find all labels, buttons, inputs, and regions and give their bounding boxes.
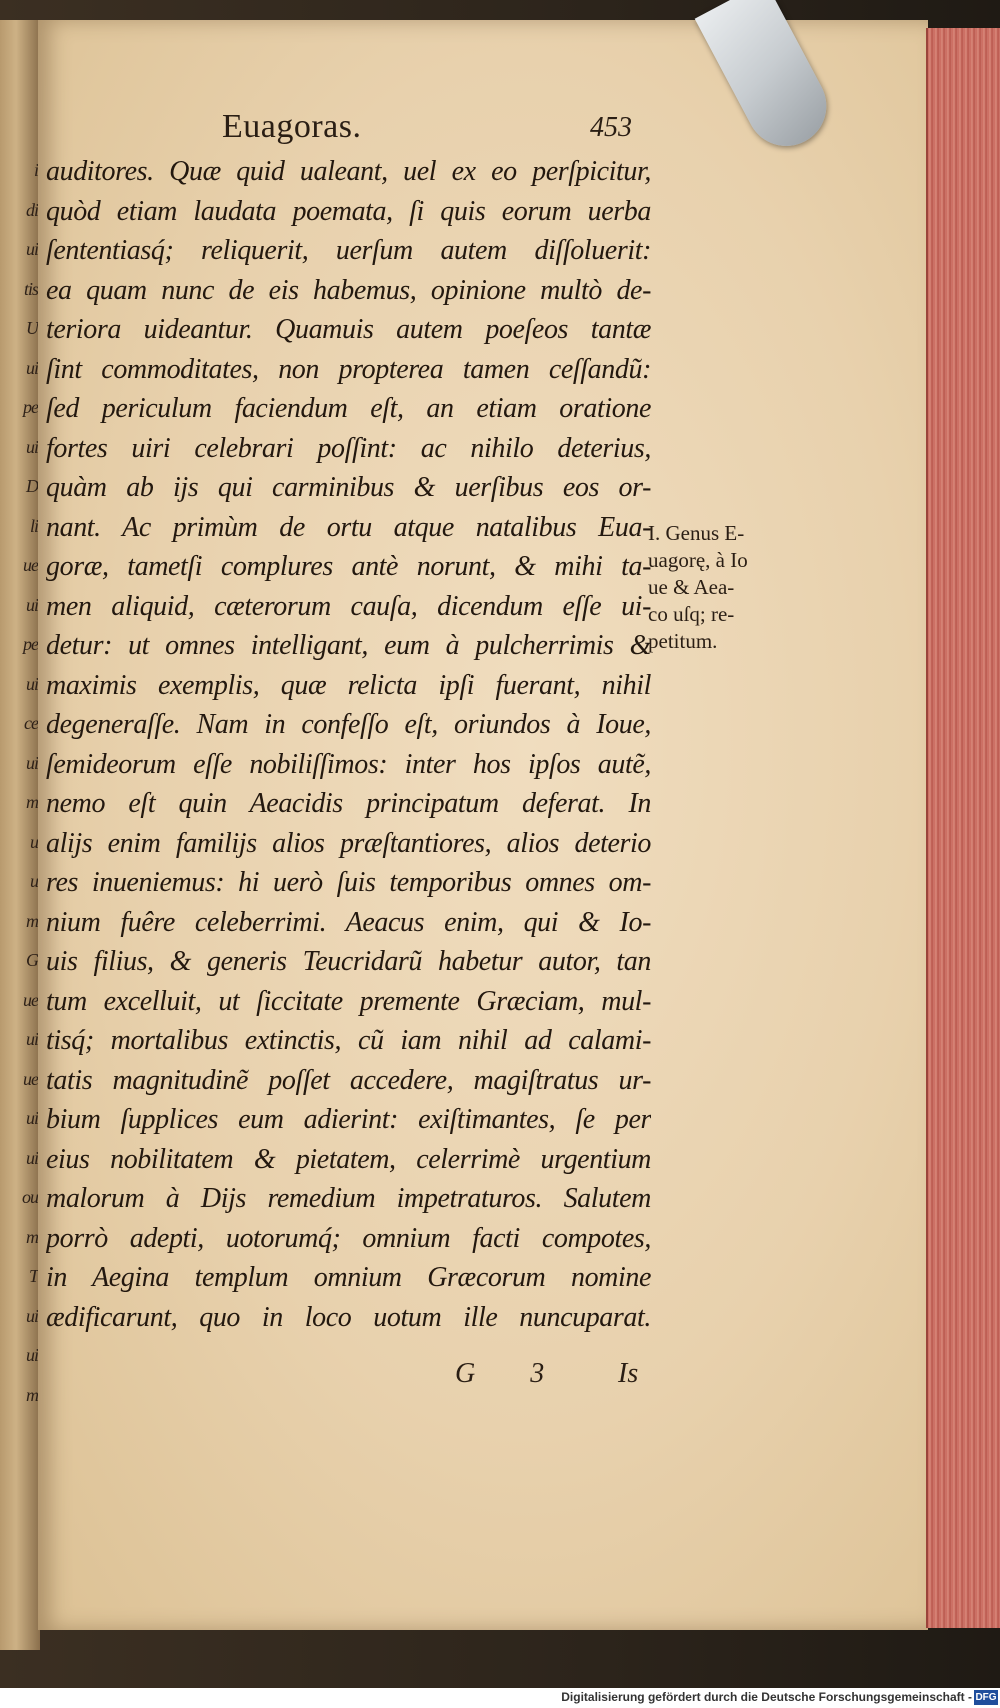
text-line: auditores. Quæ quid ualeant, uel ex eo perſpicitur, <box>46 156 651 187</box>
marginal-note-line: I. Genus E- <box>648 521 745 545</box>
text-line: fortes uiri celebrari poſſint: ac nihilo deterius, <box>46 432 651 464</box>
facing-page-fragment: U <box>26 318 38 338</box>
facing-page-fragment: ue <box>23 1068 38 1089</box>
facing-page-fragment: ui <box>25 1108 38 1128</box>
facing-page-fragment: ui <box>25 1029 38 1049</box>
facing-page-fragment: ui <box>25 1345 38 1365</box>
text-line: tum excelluit, ut ſiccitate premente Græciam, mul- <box>46 985 651 1017</box>
text-line: bium ſupplices eum adierint: exiſtimantes, ſe per <box>46 1104 651 1135</box>
facing-page-fragment: ce <box>24 713 38 733</box>
text-line: alijs enim familijs alios præſtantiores, alios deterio <box>46 827 651 859</box>
facing-page-fragment: u <box>30 831 38 852</box>
page-footer <box>0 1358 1000 1398</box>
text-line: tatis magnitudinẽ poſſet accedere, magiſtratus ur- <box>46 1064 651 1096</box>
facing-page-fragment: ou <box>22 1187 38 1207</box>
dfg-logo: DFG <box>975 1692 997 1703</box>
text-line: malorum à Dijs remedium impetraturos. Salutem <box>46 1183 651 1214</box>
text-line: quòd etiam laudata poemata, ſi quis eorum uerba <box>46 195 651 227</box>
marginal-note-line: co uſq; re- <box>648 602 735 626</box>
facing-page-fragment: m <box>26 1384 38 1405</box>
text-line: goræ, tametſi complures antè norunt, & mihi ta- <box>46 551 651 582</box>
facing-page-fragment: ui <box>25 1305 38 1326</box>
facing-page-fragment: m <box>26 792 38 812</box>
text-line: nant. Ac primùm de ortu atque natalibus Eua- <box>46 511 651 543</box>
page-header <box>0 108 1000 148</box>
text-line: ſemideorum eſſe nobiliſſimos: inter hos ipſos autẽ, <box>46 748 651 780</box>
facing-page-fragment: tis <box>23 278 38 299</box>
marginal-note-line: ue & Aea- <box>648 575 735 599</box>
text-line: detur: ut omnes intelligant, eum à pulcherrimis & <box>46 630 651 661</box>
facing-page-fragment: G <box>26 950 38 970</box>
facing-page-fragment: m <box>26 1226 38 1247</box>
facing-page-fragment: m <box>26 910 38 931</box>
catchword: Is <box>618 1358 639 1389</box>
running-head: Euagoras. <box>222 108 362 145</box>
text-line: eius nobilitatem & pietatem, celerrimè urgentium <box>46 1143 651 1175</box>
facing-page-fragment: ui <box>25 1147 38 1168</box>
facing-page-fragment: di <box>25 199 38 220</box>
text-line: nemo eſt quin Aeacidis principatum deferat. In <box>46 788 651 819</box>
facing-page-fragment: D <box>26 476 38 496</box>
facing-page-fragment: ui <box>25 594 38 615</box>
facing-page-fragment: ue <box>23 989 38 1010</box>
signature-mark: G 3 <box>455 1358 569 1389</box>
text-line: tisq́; mortalibus extinctis, cũ iam nihil ad calami- <box>46 1025 651 1056</box>
credit-bar <box>0 1688 1000 1708</box>
text-line: in Aegina templum omnium Græcorum nomine <box>46 1262 651 1293</box>
text-line: nium fuêre celeberrimi. Aeacus enim, qui & Io- <box>46 906 651 938</box>
facing-page-fragment: pe <box>23 634 38 654</box>
facing-page-fragment: u <box>30 871 38 891</box>
credit-text: Digitalisierung gefördert durch die Deutsche Forschungsgemeinschaft - <box>561 1690 972 1704</box>
marginal-note-line: uagorę, à Io <box>648 548 748 572</box>
facing-page-fragment: ui <box>25 752 38 773</box>
text-line: quàm ab ijs qui carminibus & uerſibus eos or- <box>46 472 651 503</box>
text-line: ea quam nunc de eis habemus, opinione multò de- <box>46 274 651 306</box>
text-line: uis filius, & generis Teucridarũ habetur autor, tan <box>46 946 651 977</box>
text-line: ſint commoditates, non propterea tamen ceſſandũ: <box>46 353 651 385</box>
facing-page-fragment: ui <box>25 436 38 457</box>
text-line: ſententiasq́; reliquerit, uerſum autem diſſoluerit: <box>46 235 651 266</box>
facing-page-fragment: ui <box>25 357 38 378</box>
facing-page-fragment: pe <box>23 397 38 417</box>
marginal-note <box>648 520 778 655</box>
text-line: men aliquid, cæterorum cauſa, dicendum eſſe ui- <box>46 590 651 622</box>
facing-page-fragment: T <box>28 1266 38 1286</box>
text-line: teriora uideantur. Quamuis autem poeſeos tantæ <box>46 314 651 345</box>
text-line: res inueniemus: hi uerò ſuis temporibus omnes om- <box>46 867 651 898</box>
facing-page-fragment: i <box>33 160 38 180</box>
body-text <box>46 152 651 1337</box>
facing-page-fragment: ui <box>25 673 38 694</box>
text-line: maximis exemplis, quæ relicta ipſi fuerant, nihil <box>46 669 651 701</box>
text-line: ædificarunt, quo in loco uotum ille nuncuparat. <box>46 1301 651 1333</box>
marginal-note-line: petitum. <box>648 629 718 653</box>
facing-page-edge <box>0 20 40 1650</box>
text-line: porrò adepti, uotorumq́; omnium facti compotes, <box>46 1222 651 1254</box>
facing-page-fragment: li <box>29 515 38 536</box>
text-line: degeneraſſe. Nam in confeſſo eſt, oriundos à Ioue, <box>46 709 651 740</box>
facing-page-fragment: ue <box>23 555 38 575</box>
facing-page-fragment: ui <box>25 239 38 259</box>
page-number: 453 <box>590 112 632 143</box>
text-line: ſed periculum faciendum eſt, an etiam oratione <box>46 393 651 424</box>
